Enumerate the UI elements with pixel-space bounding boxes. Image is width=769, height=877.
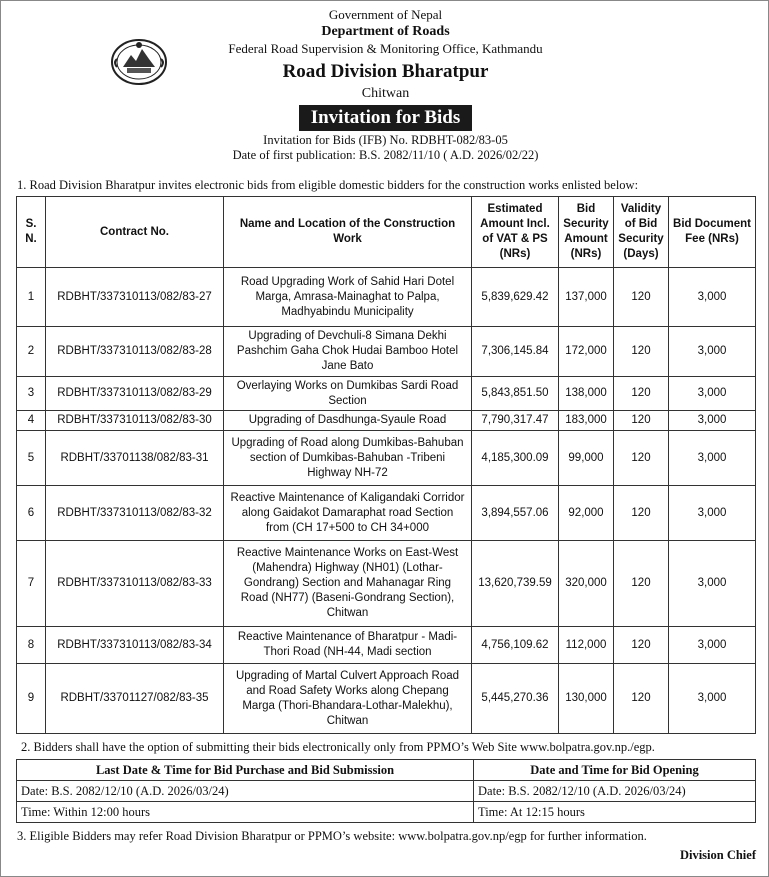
cell-sn: 9: [17, 664, 46, 734]
opening-date: Date: B.S. 2082/12/10 (A.D. 2026/03/24): [474, 781, 756, 802]
publication-date: Date of first publication: B.S. 2082/11/10 ( A.D. 2026/02/22): [232, 148, 539, 162]
division-name: Road Division Bharatpur: [282, 61, 489, 82]
notice-header: [1, 7, 769, 163]
table-row: [17, 268, 756, 327]
cell-security: 172,000: [559, 327, 614, 377]
signoff-title: Division Chief: [679, 848, 756, 862]
office-name: Federal Road Supervision & Monitoring Office, Kathmandu: [228, 41, 543, 56]
cell-sn: 8: [17, 627, 46, 664]
cell-security: 99,000: [559, 431, 614, 486]
bids-table: [16, 196, 756, 734]
department-name: Department of Roads: [321, 24, 450, 39]
ifb-number: Invitation for Bids (IFB) No. RDBHT-082/83-05: [263, 133, 508, 147]
table-row: [17, 664, 756, 734]
table-row: [17, 486, 756, 541]
submission-time: Time: Within 12:00 hours: [17, 802, 474, 823]
cell-security: 112,000: [559, 627, 614, 664]
cell-amount: 13,620,739.59: [472, 541, 559, 627]
cell-fee: 3,000: [669, 431, 756, 486]
cell-fee: 3,000: [669, 268, 756, 327]
cell-contract: RDBHT/337310113/082/83-28: [46, 327, 224, 377]
cell-sn: 3: [17, 377, 46, 411]
cell-contract: RDBHT/337310113/082/83-29: [46, 377, 224, 411]
cell-sn: 6: [17, 486, 46, 541]
cell-sn: 7: [17, 541, 46, 627]
table-row: [17, 431, 756, 486]
cell-validity: 120: [614, 411, 669, 431]
dates-table: [16, 759, 756, 823]
col-header-validity: Validity of Bid Security (Days): [614, 197, 669, 268]
note-invitation: 1. Road Division Bharatpur invites electronic bids from eligible domestic bidders for the construction works enlisted below:: [17, 178, 639, 192]
cell-contract: RDBHT/337310113/082/83-27: [46, 268, 224, 327]
cell-amount: 4,756,109.62: [472, 627, 559, 664]
government-name: Government of Nepal: [328, 7, 443, 22]
cell-work: Reactive Maintenance Works on East-West (Mahendra) Highway (NH01) (Lothar-Gondrang) Section and Mahanagar Ring Road (NH77) (Baseni-Gondrang Section), Chitwan: [224, 541, 472, 627]
table-header-row: [17, 197, 756, 268]
bid-opening-header: Date and Time for Bid Opening: [474, 760, 756, 781]
table-row: [17, 411, 756, 431]
opening-time: Time: At 12:15 hours: [474, 802, 756, 823]
cell-amount: 5,843,851.50: [472, 377, 559, 411]
cell-amount: 7,306,145.84: [472, 327, 559, 377]
cell-validity: 120: [614, 664, 669, 734]
cell-fee: 3,000: [669, 411, 756, 431]
col-header-sn: S. N.: [17, 197, 46, 268]
cell-work: Road Upgrading Work of Sahid Hari Dotel Marga, Amrasa-Mainaghat to Palpa, Madhyabindu Municipality: [224, 268, 472, 327]
note-further-info: 3. Eligible Bidders may refer Road Division Bharatpur or PPMO’s website: www.bolpatra.gov.np/egp for further information.: [17, 829, 647, 843]
cell-amount: 5,445,270.36: [472, 664, 559, 734]
cell-amount: 5,839,629.42: [472, 268, 559, 327]
cell-validity: 120: [614, 327, 669, 377]
cell-fee: 3,000: [669, 327, 756, 377]
cell-work: Upgrading of Martal Culvert Approach Road and Road Safety Works along Chepang Marga (Thori-Bhandara-Lothar-Malekhu), Chitwan: [224, 664, 472, 734]
notice-title-banner: Invitation for Bids: [299, 105, 473, 131]
district-name: Chitwan: [361, 86, 410, 101]
cell-amount: 7,790,317.47: [472, 411, 559, 431]
cell-security: 92,000: [559, 486, 614, 541]
cell-fee: 3,000: [669, 541, 756, 627]
cell-work: Overlaying Works on Dumkibas Sardi Road Section: [224, 377, 472, 411]
cell-sn: 5: [17, 431, 46, 486]
cell-security: 138,000: [559, 377, 614, 411]
cell-fee: 3,000: [669, 627, 756, 664]
cell-security: 320,000: [559, 541, 614, 627]
cell-security: 130,000: [559, 664, 614, 734]
cell-work: Upgrading of Dasdhunga-Syaule Road: [224, 411, 472, 431]
cell-contract: RDBHT/337310113/082/83-34: [46, 627, 224, 664]
cell-validity: 120: [614, 377, 669, 411]
table-row: [17, 377, 756, 411]
cell-validity: 120: [614, 431, 669, 486]
table-row: [17, 541, 756, 627]
cell-contract: RDBHT/337310113/082/83-30: [46, 411, 224, 431]
cell-work: Reactive Maintenance of Kaligandaki Corridor along Gaidakot Damaraphat road Section from (CH 17+500 to CH 34+000: [224, 486, 472, 541]
cell-sn: 4: [17, 411, 46, 431]
cell-fee: 3,000: [669, 486, 756, 541]
cell-work: Reactive Maintenance of Bharatpur - Madi-Thori Road (NH-44, Madi section: [224, 627, 472, 664]
col-header-work: Name and Location of the Construction Work: [224, 197, 472, 268]
cell-fee: 3,000: [669, 377, 756, 411]
cell-amount: 4,185,300.09: [472, 431, 559, 486]
table-row: [17, 627, 756, 664]
cell-validity: 120: [614, 627, 669, 664]
cell-sn: 1: [17, 268, 46, 327]
cell-contract: RDBHT/337310113/082/83-33: [46, 541, 224, 627]
cell-contract: RDBHT/337310113/082/83-32: [46, 486, 224, 541]
cell-contract: RDBHT/33701138/082/83-31: [46, 431, 224, 486]
cell-work: Upgrading of Road along Dumkibas-Bahuban section of Dumkibas-Bahuban -Tribeni Highway NH-72: [224, 431, 472, 486]
note-electronic-submission: 2. Bidders shall have the option of submitting their bids electronically only from PPMO’s Web Site www.bolpatra.gov.np./egp.: [21, 740, 655, 754]
cell-contract: RDBHT/33701127/082/83-35: [46, 664, 224, 734]
col-header-contract: Contract No.: [46, 197, 224, 268]
cell-security: 183,000: [559, 411, 614, 431]
cell-security: 137,000: [559, 268, 614, 327]
col-header-security: Bid Security Amount (NRs): [559, 197, 614, 268]
cell-amount: 3,894,557.06: [472, 486, 559, 541]
cell-validity: 120: [614, 541, 669, 627]
cell-sn: 2: [17, 327, 46, 377]
submission-date: Date: B.S. 2082/12/10 (A.D. 2026/03/24): [17, 781, 474, 802]
col-header-fee: Bid Document Fee (NRs): [669, 197, 756, 268]
cell-work: Upgrading of Devchuli-8 Simana Dekhi Pashchim Gaha Chok Hudai Bamboo Hotel Jane Bato: [224, 327, 472, 377]
col-header-amount: Estimated Amount Incl. of VAT & PS (NRs): [472, 197, 559, 268]
cell-validity: 120: [614, 486, 669, 541]
submission-deadline-header: Last Date & Time for Bid Purchase and Bid Submission: [17, 760, 474, 781]
table-row: [17, 327, 756, 377]
cell-fee: 3,000: [669, 664, 756, 734]
cell-validity: 120: [614, 268, 669, 327]
